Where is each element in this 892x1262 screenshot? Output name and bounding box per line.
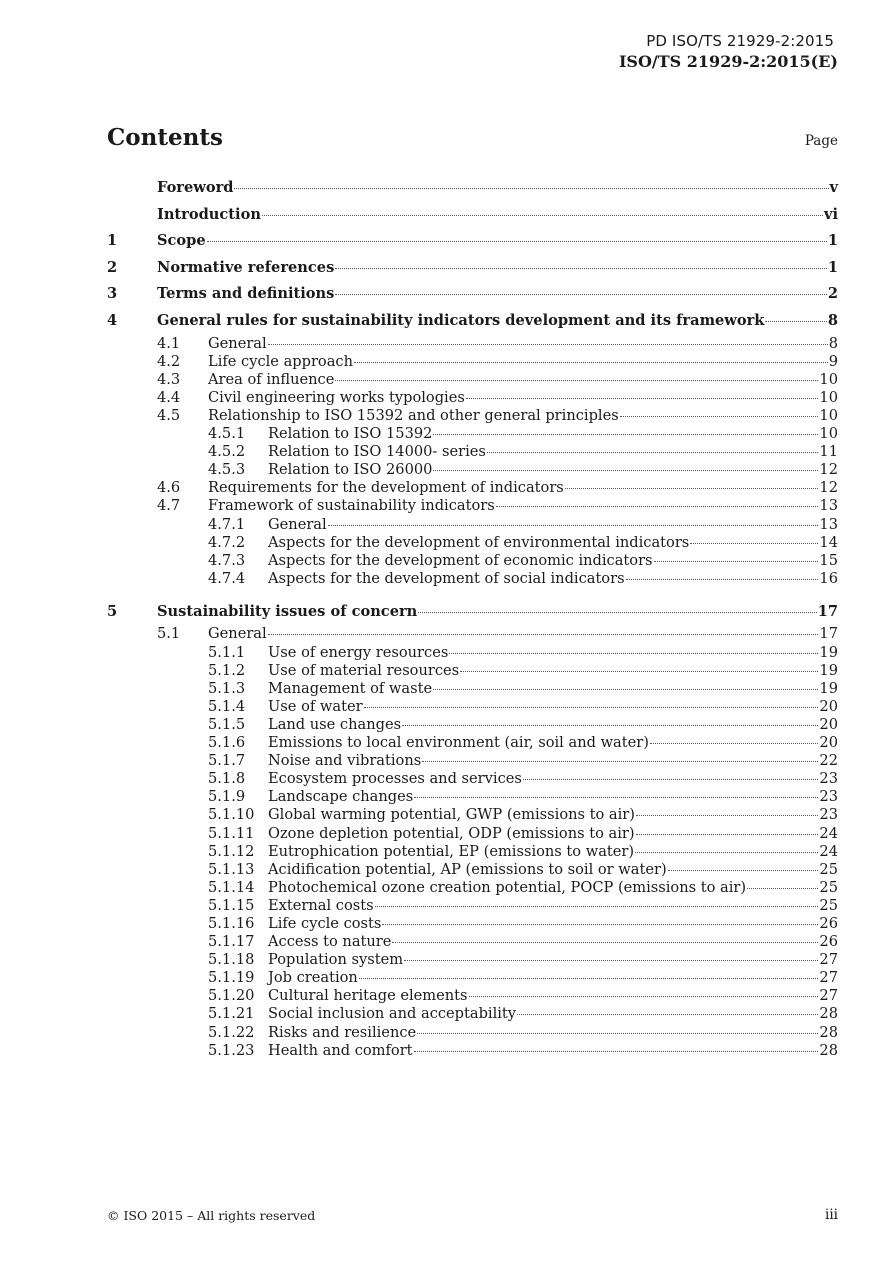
toc-entry-number: 4.5.1 bbox=[208, 425, 246, 443]
toc-entry[interactable] bbox=[107, 552, 838, 570]
toc-dot-leader bbox=[375, 906, 819, 907]
toc-entry-page: 19 bbox=[819, 643, 838, 661]
toc-entry[interactable] bbox=[107, 461, 838, 479]
toc-entry[interactable] bbox=[107, 680, 838, 698]
toc-entry-number: 5.1.3 bbox=[208, 679, 246, 697]
toc-entry-page: 23 bbox=[819, 788, 838, 806]
toc-dot-leader bbox=[382, 924, 818, 925]
toc-entry[interactable] bbox=[107, 825, 838, 843]
toc-entry[interactable] bbox=[107, 353, 838, 371]
toc-entry-number: 5.1.5 bbox=[208, 715, 246, 733]
toc-dot-leader bbox=[636, 815, 818, 816]
toc-entry-number: 5.1.15 bbox=[208, 896, 255, 914]
toc-entry-title: External costs bbox=[268, 896, 374, 914]
toc-entry-page: 19 bbox=[819, 679, 838, 697]
toc-entry-title: Foreword bbox=[157, 179, 234, 196]
toc-entry-number: 5.1.1 bbox=[208, 643, 246, 661]
toc-entry-page: 8 bbox=[827, 311, 838, 329]
toc-entry-number: 5.1.13 bbox=[208, 860, 255, 878]
toc-entry-title: General rules for sustainability indicators development and its framework bbox=[157, 311, 765, 329]
toc-entry-title: Aspects for the development of environmental indicators bbox=[268, 533, 690, 551]
toc-entry-title: Landscape changes bbox=[268, 788, 414, 806]
toc-dot-leader bbox=[636, 834, 819, 835]
toc-entry-number: 5.1.20 bbox=[208, 987, 255, 1005]
toc-entry-title: Photochemical ozone creation potential, POCP (emissions to air) bbox=[268, 878, 747, 896]
toc-entry[interactable] bbox=[107, 335, 838, 353]
toc-entry[interactable] bbox=[107, 425, 838, 443]
toc-entry-title: Job creation bbox=[268, 969, 358, 987]
toc-entry-page: 24 bbox=[819, 824, 838, 842]
toc-dot-leader bbox=[626, 579, 819, 580]
toc-entry-page: 23 bbox=[819, 770, 838, 788]
toc-entry-title: Population system bbox=[268, 951, 404, 969]
toc-entry-title: General bbox=[208, 625, 267, 643]
toc-entry-number: 5.1.23 bbox=[208, 1041, 255, 1059]
toc-entry[interactable] bbox=[107, 570, 838, 588]
toc-entry-page: 15 bbox=[819, 551, 838, 569]
toc-dot-leader bbox=[433, 689, 818, 690]
toc-dot-leader bbox=[517, 1014, 818, 1015]
toc-dot-leader bbox=[335, 268, 827, 269]
toc-dot-leader bbox=[460, 671, 818, 672]
toc-entry-number: 5.1.19 bbox=[208, 969, 255, 987]
toc-entry-page: 27 bbox=[819, 951, 838, 969]
toc-dot-leader bbox=[654, 561, 819, 562]
toc-entry-number: 5.1.18 bbox=[208, 951, 255, 969]
toc-entry[interactable] bbox=[107, 599, 838, 626]
toc-entry[interactable] bbox=[107, 915, 838, 933]
toc-entry[interactable] bbox=[107, 255, 838, 282]
toc-entry[interactable] bbox=[107, 281, 838, 308]
toc-entry-page: 10 bbox=[819, 425, 838, 443]
toc-entry-number: 4.5 bbox=[157, 406, 181, 424]
toc-dot-leader bbox=[422, 761, 818, 762]
toc-entry-title: Framework of sustainability indicators bbox=[208, 497, 495, 515]
toc-entry-number: 5.1.7 bbox=[208, 752, 246, 770]
toc-entry[interactable] bbox=[107, 861, 838, 879]
toc-entry[interactable] bbox=[107, 175, 838, 202]
toc-entry-page: 14 bbox=[819, 533, 838, 551]
toc-dot-leader bbox=[328, 525, 819, 526]
toc-entry[interactable] bbox=[107, 202, 838, 229]
copyright-footer: © ISO 2015 – All rights reserved bbox=[107, 1208, 316, 1223]
toc-entry-title: Civil engineering works typologies bbox=[208, 388, 465, 406]
toc-entry-title: General bbox=[208, 334, 267, 352]
toc-dot-leader bbox=[414, 797, 818, 798]
toc-entry[interactable] bbox=[107, 788, 838, 806]
toc-entry[interactable] bbox=[107, 443, 838, 461]
toc-entry-title: Use of water bbox=[268, 697, 363, 715]
toc-entry-title: Health and comfort bbox=[268, 1041, 413, 1059]
toc-entry-page: 8 bbox=[828, 334, 838, 352]
toc-entry-number: 4.5.3 bbox=[208, 461, 246, 479]
toc-entry-number: 1 bbox=[107, 232, 118, 250]
toc-entry-number: 5.1.11 bbox=[208, 824, 255, 842]
toc-entry-page: 19 bbox=[819, 661, 838, 679]
toc-entry-title: Ozone depletion potential, ODP (emissions to air) bbox=[268, 824, 635, 842]
toc-entry[interactable] bbox=[107, 933, 838, 951]
toc-entry[interactable] bbox=[107, 534, 838, 552]
toc-dot-leader bbox=[404, 960, 818, 961]
toc-entry-title: Risks and resilience bbox=[268, 1023, 417, 1041]
toc-entry-title: Relation to ISO 15392 bbox=[268, 425, 433, 443]
toc-entry-title: Global warming potential, GWP (emissions to air) bbox=[268, 806, 635, 824]
toc-entry[interactable] bbox=[107, 228, 838, 255]
toc-entry-title: Terms and definitions bbox=[157, 285, 335, 303]
toc-entry-number: 4.7.4 bbox=[208, 569, 246, 587]
page-column-label: Page bbox=[804, 133, 838, 149]
toc-dot-leader bbox=[635, 852, 818, 853]
toc-dot-leader bbox=[668, 870, 819, 871]
toc-entry-title: Scope bbox=[157, 232, 206, 250]
toc-entry-title: Sustainability issues of concern bbox=[157, 602, 418, 620]
toc-entry[interactable] bbox=[107, 698, 838, 716]
toc-entry-number: 4.5.2 bbox=[208, 443, 246, 461]
toc-entry-number: 4.6 bbox=[157, 479, 181, 497]
toc-entry[interactable] bbox=[107, 770, 838, 788]
toc-entry-title: General bbox=[268, 515, 327, 533]
toc-entry-page: 17 bbox=[817, 602, 838, 620]
toc-entry[interactable] bbox=[107, 716, 838, 734]
toc-entry-number: 5.1 bbox=[157, 625, 181, 643]
toc-dot-leader bbox=[268, 634, 819, 635]
toc-entry-title: Eutrophication potential, EP (emissions to water) bbox=[268, 842, 635, 860]
toc-dot-leader bbox=[418, 612, 816, 613]
toc-entry[interactable] bbox=[107, 516, 838, 534]
toc-entry-number: 4.2 bbox=[157, 352, 181, 370]
toc-entry-number: 3 bbox=[107, 285, 118, 303]
toc-entry[interactable] bbox=[107, 843, 838, 861]
toc-dot-leader bbox=[335, 294, 826, 295]
toc-entry-page: 20 bbox=[819, 734, 838, 752]
toc-entry-title: Introduction bbox=[157, 205, 261, 223]
toc-entry[interactable] bbox=[107, 1005, 838, 1023]
toc-entry-page: 12 bbox=[819, 479, 838, 497]
toc-dot-leader bbox=[262, 215, 823, 216]
toc-entry[interactable] bbox=[107, 879, 838, 897]
toc-entry-title: Acidification potential, AP (emissions to soil or water) bbox=[268, 860, 667, 878]
toc-entry-number: 5.1.4 bbox=[208, 697, 246, 715]
toc-entry[interactable] bbox=[107, 951, 838, 969]
toc-entry[interactable] bbox=[107, 969, 838, 987]
toc-entry-title: Noise and vibrations bbox=[268, 752, 422, 770]
toc-entry[interactable] bbox=[107, 752, 838, 770]
toc-entry-number: 5.1.16 bbox=[208, 914, 255, 932]
toc-entry-page: vi bbox=[823, 205, 838, 223]
toc-entry-title: Relationship to ISO 15392 and other general principles bbox=[208, 406, 619, 424]
toc-entry-title: Life cycle costs bbox=[268, 914, 382, 932]
toc-entry-page: 26 bbox=[819, 914, 838, 932]
toc-dot-leader bbox=[433, 470, 818, 471]
toc-entry-page: 28 bbox=[819, 1023, 838, 1041]
toc-entry-page: 17 bbox=[819, 625, 838, 643]
toc-dot-leader bbox=[487, 452, 819, 453]
toc-dot-leader bbox=[268, 344, 828, 345]
toc-entry-page: 9 bbox=[828, 352, 838, 370]
toc-entry[interactable] bbox=[107, 389, 838, 407]
toc-entry-page: 23 bbox=[819, 806, 838, 824]
toc-entry-page: 1 bbox=[827, 258, 838, 276]
toc-dot-leader bbox=[417, 1033, 818, 1034]
toc-entry[interactable] bbox=[107, 308, 838, 335]
toc-entry-number: 5.1.21 bbox=[208, 1005, 255, 1023]
toc-entry[interactable] bbox=[107, 897, 838, 915]
toc-entry-page: 25 bbox=[819, 860, 838, 878]
toc-entry[interactable] bbox=[107, 625, 838, 643]
toc-entry[interactable] bbox=[107, 479, 838, 497]
page-number: iii bbox=[825, 1207, 838, 1223]
toc-entry-page: 25 bbox=[819, 878, 838, 896]
toc-entry-page: 25 bbox=[819, 896, 838, 914]
toc-entry-title: Area of influence bbox=[208, 370, 335, 388]
toc-dot-leader bbox=[364, 707, 819, 708]
toc-entry-title: Relation to ISO 26000 bbox=[268, 461, 433, 479]
toc-dot-leader bbox=[565, 488, 819, 489]
toc-dot-leader bbox=[335, 380, 818, 381]
toc-dot-leader bbox=[650, 743, 818, 744]
toc-entry-title: Emissions to local environment (air, soil and water) bbox=[268, 734, 649, 752]
toc-entry-title: Social inclusion and acceptability bbox=[268, 1005, 517, 1023]
toc-entry-page: 27 bbox=[819, 987, 838, 1005]
toc-entry-title: Aspects for the development of social indicators bbox=[268, 569, 625, 587]
toc-dot-leader bbox=[747, 888, 818, 889]
toc-entry-title: Life cycle approach bbox=[208, 352, 353, 370]
toc-entry-page: 2 bbox=[827, 285, 838, 303]
toc-entry-page: 10 bbox=[819, 406, 838, 424]
toc-entry-page: 28 bbox=[819, 1005, 838, 1023]
toc-entry-title: Requirements for the development of indicators bbox=[208, 479, 564, 497]
toc-dot-leader bbox=[207, 241, 827, 242]
toc-entry-number: 4.3 bbox=[157, 370, 181, 388]
toc-dot-leader bbox=[449, 653, 818, 654]
toc-entry-page: 20 bbox=[819, 715, 838, 733]
toc-entry[interactable] bbox=[107, 497, 838, 515]
toc-entry-number: 5.1.14 bbox=[208, 878, 255, 896]
toc-entry-page: 12 bbox=[819, 461, 838, 479]
toc-dot-leader bbox=[466, 398, 819, 399]
toc-dot-leader bbox=[354, 362, 828, 363]
toc-dot-leader bbox=[523, 779, 819, 780]
toc-entry-number: 4.7.1 bbox=[208, 515, 246, 533]
toc-entry-number: 5.1.17 bbox=[208, 933, 255, 951]
toc-entry-title: Relation to ISO 14000- series bbox=[268, 443, 486, 461]
toc-entry-title: Use of material resources bbox=[268, 661, 460, 679]
toc-entry-title: Use of energy resources bbox=[268, 643, 449, 661]
toc-entry-page: 13 bbox=[819, 497, 838, 515]
toc-entry-number: 4.7.3 bbox=[208, 551, 246, 569]
toc-entry[interactable] bbox=[107, 806, 838, 824]
toc-dot-leader bbox=[620, 416, 819, 417]
toc-entry[interactable] bbox=[107, 371, 838, 389]
toc-entry-page: 26 bbox=[819, 933, 838, 951]
toc-entry-page: 28 bbox=[819, 1041, 838, 1059]
standard-id-header: ISO/TS 21929-2:2015(E) bbox=[618, 52, 838, 71]
toc-dot-leader bbox=[234, 188, 828, 189]
toc-dot-leader bbox=[690, 543, 818, 544]
toc-entry-page: 22 bbox=[819, 752, 838, 770]
toc-entry-title: Access to nature bbox=[268, 933, 392, 951]
page-title: Contents bbox=[107, 124, 223, 151]
toc-entry-number: 5.1.10 bbox=[208, 806, 255, 824]
toc-entry-number: 4.7.2 bbox=[208, 533, 246, 551]
toc-entry[interactable] bbox=[107, 734, 838, 752]
toc-entry[interactable] bbox=[107, 644, 838, 662]
toc-entry-number: 4.4 bbox=[157, 388, 181, 406]
toc-entry-page: 20 bbox=[819, 697, 838, 715]
table-of-contents bbox=[107, 175, 838, 1060]
toc-entry-number: 5.1.8 bbox=[208, 770, 246, 788]
toc-dot-leader bbox=[359, 978, 819, 979]
toc-entry-number: 4.7 bbox=[157, 497, 181, 515]
toc-entry[interactable] bbox=[107, 662, 838, 680]
toc-entry-title: Land use changes bbox=[268, 715, 402, 733]
toc-entry-page: 10 bbox=[819, 388, 838, 406]
toc-entry-title: Cultural heritage elements bbox=[268, 987, 468, 1005]
toc-entry-page: 16 bbox=[819, 569, 838, 587]
toc-entry-page: v bbox=[829, 179, 838, 196]
toc-dot-leader bbox=[433, 434, 818, 435]
toc-entry-page: 11 bbox=[819, 443, 838, 461]
toc-entry[interactable] bbox=[107, 1042, 838, 1060]
toc-entry[interactable] bbox=[107, 407, 838, 425]
toc-dot-leader bbox=[402, 725, 818, 726]
toc-entry[interactable] bbox=[107, 987, 838, 1005]
toc-entry[interactable] bbox=[107, 1024, 838, 1042]
toc-dot-leader bbox=[765, 321, 826, 322]
toc-dot-leader bbox=[414, 1051, 819, 1052]
toc-entry-number: 5.1.22 bbox=[208, 1023, 255, 1041]
toc-dot-leader bbox=[496, 506, 819, 507]
toc-entry-title: Ecosystem processes and services bbox=[268, 770, 522, 788]
toc-entry-title: Aspects for the development of economic indicators bbox=[268, 551, 653, 569]
toc-entry-number: 5.1.12 bbox=[208, 842, 255, 860]
toc-entry-number: 2 bbox=[107, 258, 118, 276]
toc-entry-page: 10 bbox=[819, 370, 838, 388]
toc-entry-number: 5.1.6 bbox=[208, 734, 246, 752]
toc-entry-number: 5.1.2 bbox=[208, 661, 246, 679]
toc-entry-number: 4 bbox=[107, 311, 118, 329]
toc-entry-page: 1 bbox=[827, 232, 838, 250]
toc-entry-page: 27 bbox=[819, 969, 838, 987]
toc-entry-page: 13 bbox=[819, 515, 838, 533]
toc-entry-number: 5 bbox=[107, 602, 118, 620]
toc-dot-leader bbox=[392, 942, 818, 943]
toc-entry-title: Management of waste bbox=[268, 679, 433, 697]
document-id-header: PD ISO/TS 21929-2:2015 bbox=[646, 32, 834, 50]
toc-dot-leader bbox=[469, 996, 819, 997]
toc-entry-page: 24 bbox=[819, 842, 838, 860]
toc-entry-number: 5.1.9 bbox=[208, 788, 246, 806]
toc-entry-number: 4.1 bbox=[157, 334, 181, 352]
toc-entry-title: Normative references bbox=[157, 258, 335, 276]
